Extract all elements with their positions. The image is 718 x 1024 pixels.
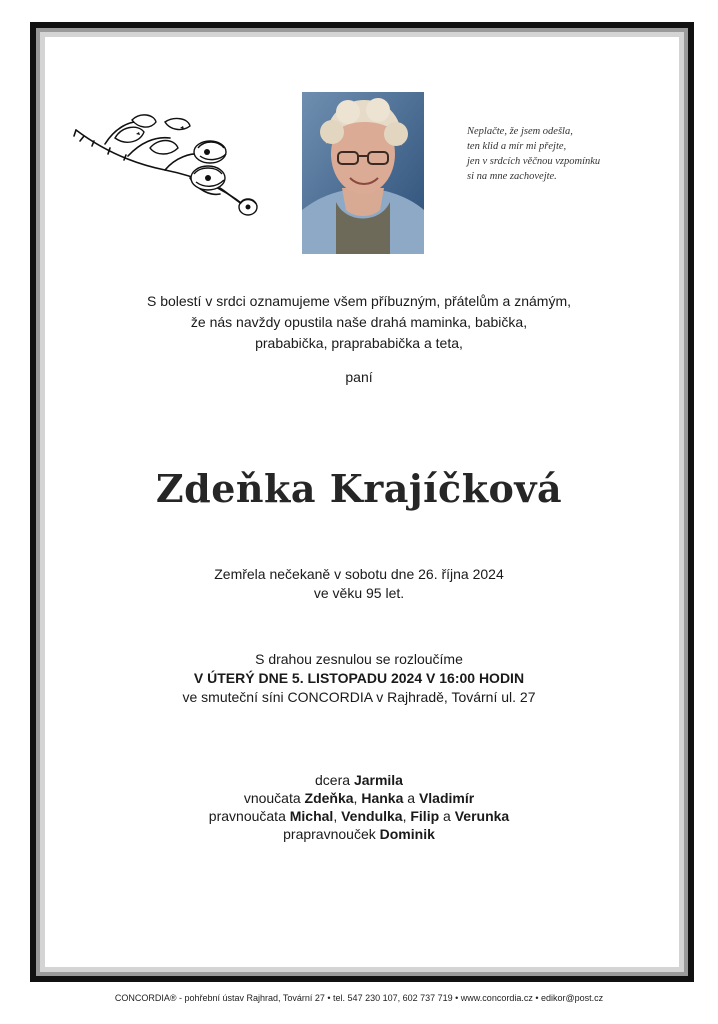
memorial-verse <box>467 124 657 184</box>
honorific: paní <box>345 369 373 385</box>
death-date: Zemřela nečekaně v sobotu dne 26. října 2024 <box>214 566 504 582</box>
family-list <box>0 771 718 843</box>
verse-line: Neplačte, že jsem odešla, <box>467 126 573 137</box>
verse-line: jen v srdcích věčnou vzpomínku <box>467 156 601 167</box>
announcement-text <box>0 291 718 354</box>
verse-line: ten klid a mír mi přejte, <box>467 141 567 152</box>
announcement-line: že nás navždy opustila naše drahá maminka, babička, <box>190 314 528 330</box>
funeral-info <box>0 650 718 707</box>
portrait-photo <box>302 92 424 254</box>
family-grandchildren: vnoučata Zdeňka, Hanka a Vladimír <box>243 790 475 806</box>
death-info <box>0 565 718 603</box>
deceased-name: Zdeňka Krajíčková <box>155 466 563 511</box>
family-great-grandchildren: pravnoučata Michal, Vendulka, Filip a Verunka <box>208 808 510 824</box>
rose-illustration <box>70 108 265 223</box>
funeral-service-footer: CONCORDIA® - pohřební ústav Rajhrad, Tovární 27 • tel. 547 230 107, 602 737 719 • www.concordia.cz • edikor@post.cz <box>114 993 604 1003</box>
family-great-great-grandchild: prapravnouček Dominik <box>283 826 435 842</box>
verse-line: si na mne zachovejte. <box>467 171 557 182</box>
family-daughter: dcera Jarmila <box>315 772 403 788</box>
funeral-venue: ve smuteční síni CONCORDIA v Rajhradě, Tovární ul. 27 <box>182 689 536 705</box>
announcement-line: S bolestí v srdci oznamujeme všem příbuzným, přátelům a známým, <box>146 293 572 309</box>
age-at-death: ve věku 95 let. <box>313 585 405 601</box>
farewell-line: S drahou zesnulou se rozloučíme <box>255 651 463 667</box>
announcement-line: prababička, praprababička a teta, <box>255 335 463 351</box>
funeral-datetime: V ÚTERÝ DNE 5. LISTOPADU 2024 V 16:00 HODIN <box>193 670 525 686</box>
